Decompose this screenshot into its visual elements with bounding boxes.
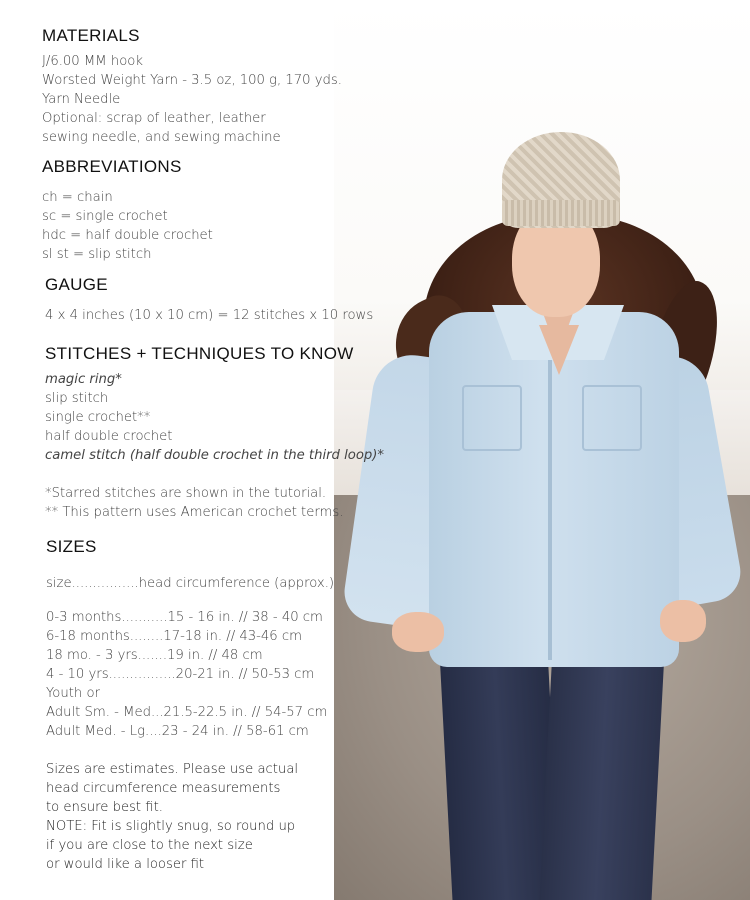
abbreviation-item: ch = chain (42, 190, 113, 205)
abbreviation-item: hdc = half double crochet (42, 228, 213, 243)
shirt-pocket-right (582, 385, 642, 451)
stitch-item: slip stitch (45, 391, 109, 406)
size-row: Adult Sm. - Med...21.5-22.5 in. // 54-57 cm (46, 705, 328, 720)
sizes-note: NOTE: Fit is slightly snug, so round up (46, 819, 296, 834)
size-row: Adult Med. - Lg....23 - 24 in. // 58-61 cm (46, 724, 309, 739)
stitch-note: ** This pattern uses American crochet terms. (45, 505, 344, 520)
sizes-note: if you are close to the next size (46, 838, 253, 853)
shirt-placket (548, 360, 552, 660)
size-row: 4 - 10 yrs................20-21 in. // 50-53 cm (46, 667, 315, 682)
stitch-item: magic ring* (45, 372, 122, 387)
sizes-header-row: size................head circumference (approx.) (46, 576, 335, 591)
model-photo (334, 0, 750, 900)
sizes-note: or would like a looser fit (46, 857, 205, 872)
sizes-note: head circumference measurements (46, 781, 281, 796)
size-row: 0-3 months...........15 - 16 in. // 38 - 40 cm (46, 610, 323, 625)
jeans-right-leg (539, 637, 665, 900)
materials-item: J/6.00 MM hook (42, 54, 143, 69)
denim-shirt (429, 312, 679, 667)
stitch-item: half double crochet (45, 429, 173, 444)
left-hand (392, 612, 444, 652)
stitch-item: camel stitch (half double crochet in the third loop)* (45, 448, 385, 463)
materials-item: sewing needle, and sewing machine (42, 130, 281, 145)
gauge-text: 4 x 4 inches (10 x 10 cm) = 12 stitches x 10 rows (45, 308, 374, 323)
sizes-note: Sizes are estimates. Please use actual (46, 762, 299, 777)
crochet-beanie-brim (502, 200, 620, 226)
size-row: 6-18 months........17-18 in. // 43-46 cm (46, 629, 302, 644)
materials-item: Yarn Needle (42, 92, 121, 107)
sizes-heading: SIZES (46, 537, 97, 556)
right-hand (660, 600, 706, 642)
sizes-note: to ensure best fit. (46, 800, 163, 815)
gauge-heading: GAUGE (45, 275, 108, 294)
abbreviation-item: sl st = slip stitch (42, 247, 152, 262)
materials-item: Optional: scrap of leather, leather (42, 111, 266, 126)
size-row: 18 mo. - 3 yrs.......19 in. // 48 cm (46, 648, 263, 663)
abbreviations-heading: ABBREVIATIONS (42, 157, 182, 176)
stitch-note: *Starred stitches are shown in the tutorial. (45, 486, 327, 501)
size-row: Youth or (46, 686, 100, 701)
materials-heading: MATERIALS (42, 26, 140, 45)
materials-item: Worsted Weight Yarn - 3.5 oz, 100 g, 170 yds. (42, 73, 342, 88)
shirt-pocket-left (462, 385, 522, 451)
stitches-heading: STITCHES + TECHNIQUES TO KNOW (45, 344, 354, 363)
stitch-item: single crochet** (45, 410, 151, 425)
abbreviation-item: sc = single crochet (42, 209, 168, 224)
